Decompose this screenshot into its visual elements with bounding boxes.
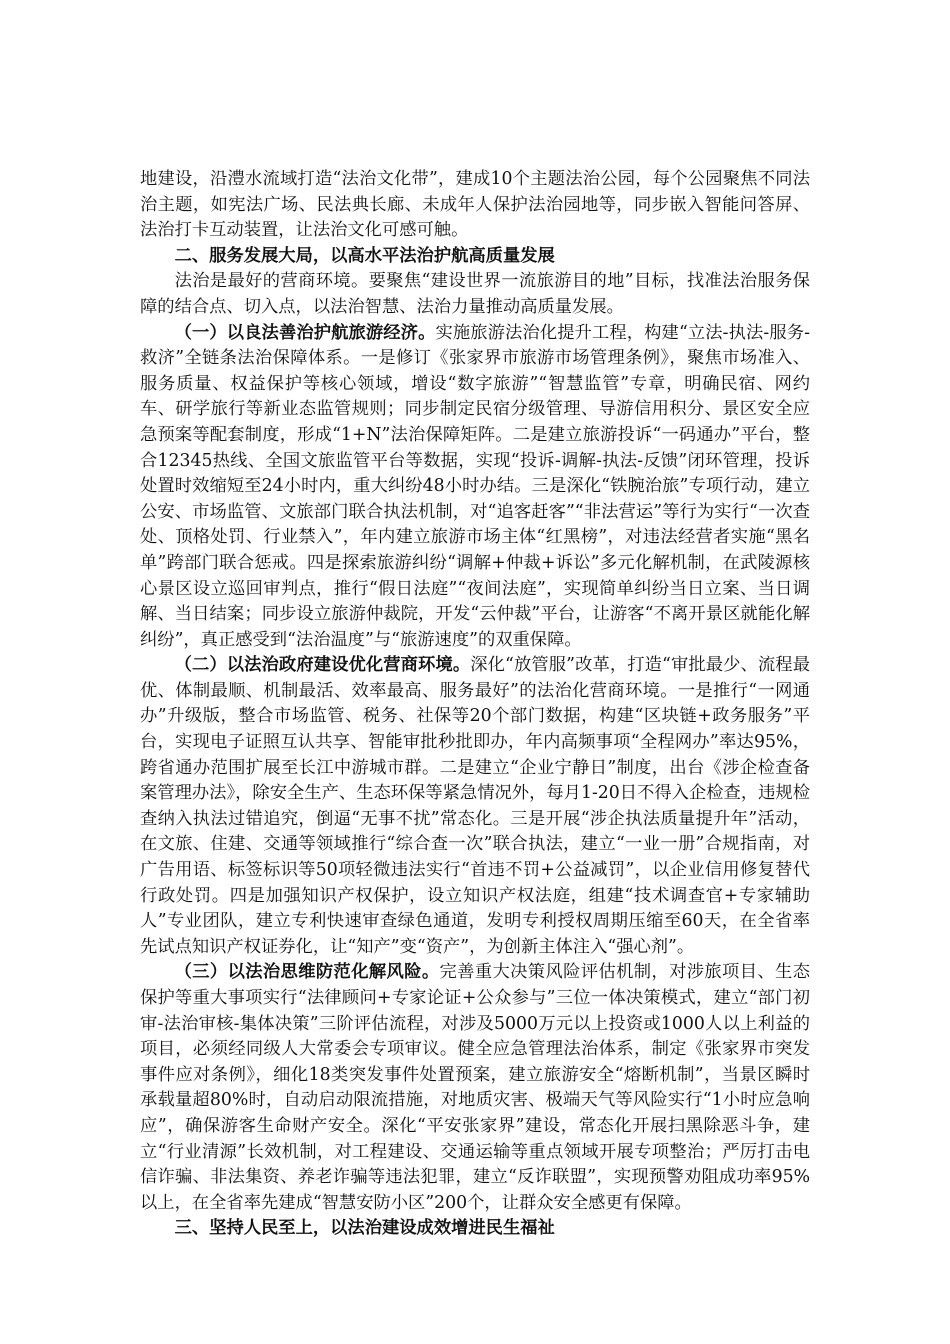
- subsection-paragraph-3: [140, 960, 810, 1216]
- subsection-lead: （三）以法治思维防范化解风险。: [174, 962, 440, 983]
- paragraph-text: 地建设，沿澧水流域打造“法治文化带”，建成10个主题法治公园，每个公园聚焦不同法治主题，如宪法广场、民法典长廊、未成年人保护法治园地等，同步嵌入智能问答屏、法治打卡互动装置，让法治文化可感可触。: [140, 169, 810, 241]
- paragraph-text: 深化“放管服”改革，打造“审批最少、流程最优、体制最顺、机制最活、效率最高、服务最好”的法治化营商环境。一是推行“一网通办”升级版，整合市场监管、税务、社保等20个部门数据，构建“区块链+政务服务”平台，实现电子证照互认共享、智能审批秒批即办，年内高频事项“全程网办”率达95%，跨省通办范围扩展至长江中游城市群。二是建立“企业宁静日”制度，出台《涉企检查备案管理办法》，除安全生产、生态环保等紧急情况外，每月1-20日不得入企检查，违规检查纳入执法过错追究，倒逼“无事不扰”常态化。三是开展“涉企执法质量提升年”活动，在文旅、住建、交通等领域推行“综合查一次”联合执法，建立“一业一册”合规指南，对广告用语、标签标识等50项轻微违法实行“首违不罚+公益减罚”，以企业信用修复替代行政处罚。四是加强知识产权保护，设立知识产权法庭，组建“技术调查官+专家辅助人”专业团队，建立专利快速审查绿色通道，发明专利授权周期压缩至60天，在全省率先试点知识产权证券化，让“知产”变“资产”，为创新主体注入“强心剂”。: [140, 655, 810, 957]
- section-heading-2: [140, 244, 810, 270]
- paragraph-text: 实施旅游法治化提升工程，构建“立法-执法-服务-救济”全链条法治保障体系。一是修订《张家界市旅游市场管理条例》，聚焦市场准入、服务质量、权益保护等核心领域，增设“数字旅游”“智慧监管”专章，明确民宿、网约车、研学旅行等新业态监管规则；同步制定民宿分级管理、导游信用积分、景区安全应急预案等配套制度，形成“1+N”法治保障矩阵。二是建立旅游投诉“一码通办”平台，整合12345热线、全国文旅监管平台等数据，实现“投诉-调解-执法-反馈”闭环管理，投诉处置时效缩短至24小时内，重大纠纷48小时办结。三是深化“铁腕治旅”专项行动，建立公安、市场监管、文旅部门联合执法机制，对“追客赶客”“非法营运”等行为实行“一次查处、顶格处罚、行业禁入”，年内建立旅游市场主体“红黑榜”，对违法经营者实施“黑名单”跨部门联合惩戒。四是探索旅游纠纷“调解+仲裁+诉讼”多元化解机制，在武陵源核心景区设立巡回审判点，推行“假日法庭”“夜间法庭”，实现简单纠纷当日立案、当日调解、当日结案；同步设立旅游仲裁院，开发“云仲裁”平台，让游客“不离开景区就能化解纠纷”，真正感受到“法治温度”与“旅游速度”的双重保障。: [140, 322, 810, 650]
- document-page: [140, 167, 810, 1242]
- heading-text: 三、坚持人民至上，以法治建设成效增进民生福祉: [174, 1218, 555, 1239]
- paragraph-text: 法治是最好的营商环境。要聚焦“建设世界一流旅游目的地”目标，找准法治服务保障的结合点、切入点，以法治智慧、法治力量推动高质量发展。: [140, 271, 810, 317]
- paragraph-continuation: [140, 167, 810, 244]
- subsection-paragraph-1: [140, 321, 810, 654]
- subsection-lead: （二）以法治政府建设优化营商环境。: [174, 655, 471, 676]
- subsection-lead: （一）以良法善治护航旅游经济。: [174, 322, 436, 343]
- section-heading-3: [140, 1216, 810, 1242]
- section-intro-paragraph: [140, 269, 810, 320]
- heading-text: 二、服务发展大局，以高水平法治护航高质量发展: [174, 245, 555, 266]
- subsection-paragraph-2: [140, 653, 810, 960]
- paragraph-text: 完善重大决策风险评估机制，对涉旅项目、生态保护等重大事项实行“法律顾问+专家论证+公众参与”三位一体决策模式，建立“部门初审-法治审核-集体决策”三阶评估流程，对涉及5000万元以上投资或1000人以上利益的项目，必须经同级人大常委会专项审议。健全应急管理法治体系，制定《张家界市突发事件应对条例》，细化18类突发事件处置预案，建立旅游安全“熔断机制”，当景区瞬时承载量超80%时，自动启动限流措施，对地质灾害、极端天气等风险实行“1小时应急响应”，确保游客生命财产安全。深化“平安张家界”建设，常态化开展扫黑除恶斗争，建立“行业清源”长效机制，对工程建设、交通运输等重点领域开展专项整治；严厉打击电信诈骗、非法集资、养老诈骗等违法犯罪，建立“反诈联盟”，实现预警劝阻成功率95%以上，在全省率先建成“智慧安防小区”200个，让群众安全感更有保障。: [140, 962, 810, 1213]
